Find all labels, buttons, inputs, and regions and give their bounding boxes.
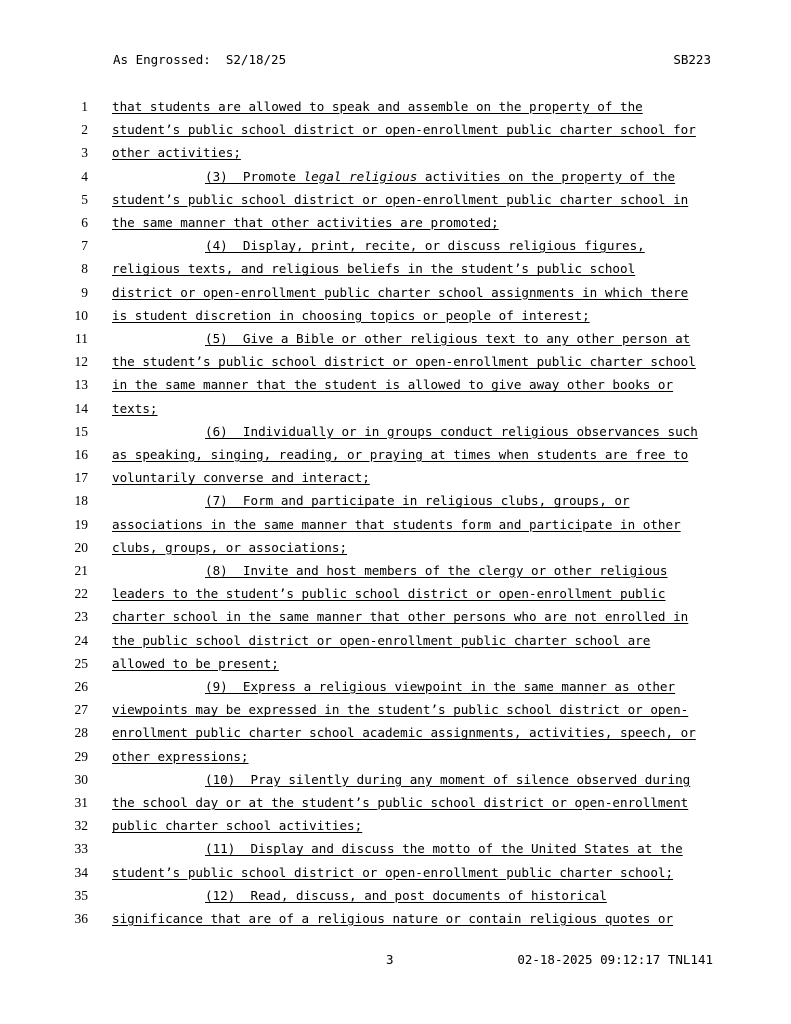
- line-number: 34: [74, 864, 88, 880]
- line-text: charter school in the same manner that other persons who are not enrolled in: [112, 609, 689, 625]
- text-line: [0, 351, 791, 374]
- line-text: (8) Invite and host members of the clergy or other religious: [205, 563, 668, 578]
- text-line: [0, 653, 791, 676]
- line-text: that students are allowed to speak and assemble on the property of the: [112, 99, 643, 114]
- line-text: viewpoints may be expressed in the student’s public school district or open-: [112, 702, 689, 718]
- text-line: [0, 885, 791, 908]
- line-number: 32: [74, 818, 88, 834]
- line-text: [205, 169, 675, 184]
- line-number: 16: [74, 447, 88, 462]
- engrossed-header: As Engrossed: S2/18/25: [113, 52, 287, 67]
- line-text: other expressions;: [112, 748, 249, 764]
- line-number: 7: [81, 238, 88, 254]
- text-line: [0, 142, 791, 165]
- line-text: student’s public school district or open-enrollment public charter school in: [112, 191, 689, 207]
- text-line: [0, 258, 791, 281]
- line-number: 17: [74, 470, 88, 486]
- line-number: 8: [81, 261, 88, 277]
- text-line: [0, 746, 791, 769]
- text-line: [0, 467, 791, 490]
- text-line: [0, 305, 791, 328]
- line-text: student’s public school district or open-enrollment public charter school for: [112, 122, 696, 138]
- line-number: 2: [81, 122, 88, 138]
- text-line: [0, 421, 791, 444]
- line-number: 9: [81, 284, 88, 300]
- line-number: 11: [75, 331, 88, 346]
- text-line: [0, 96, 791, 119]
- line-text: allowed to be present;: [112, 655, 279, 671]
- line-number: 24: [74, 632, 88, 648]
- line-number: 27: [74, 702, 88, 718]
- line-number: 26: [74, 679, 88, 694]
- line-number: 3: [81, 145, 88, 161]
- page-number: 3: [386, 952, 394, 967]
- line-text: in the same manner that the student is allowed to give away other books or: [112, 377, 674, 393]
- text-line: [0, 119, 791, 142]
- text-line: [0, 630, 791, 653]
- line-number: 29: [74, 748, 88, 764]
- line-number: 14: [74, 400, 88, 416]
- text-line: [0, 699, 791, 722]
- text-line: [0, 490, 791, 513]
- line-text: (10) Pray silently during any moment of silence observed during: [205, 771, 691, 787]
- line-text: enrollment public charter school academic assignments, activities, speech, or: [112, 725, 696, 741]
- text-line: [0, 815, 791, 838]
- line-text: the public school district or open-enrollment public charter school are: [112, 632, 651, 648]
- text-line: [0, 908, 791, 931]
- text-line: [0, 189, 791, 212]
- text-line: [0, 792, 791, 815]
- line-text: public charter school activities;: [112, 818, 363, 834]
- line-text: as speaking, singing, reading, or praying at times when students are free to: [112, 447, 689, 462]
- line-text: clubs, groups, or associations;: [112, 539, 348, 555]
- line-number: 31: [74, 795, 88, 810]
- text-line: [0, 676, 791, 699]
- text-line: [0, 838, 791, 861]
- line-number: 12: [74, 354, 88, 370]
- line-number: 19: [74, 516, 88, 532]
- bill-id: SB223: [673, 52, 711, 67]
- line-number: 20: [74, 539, 88, 555]
- text-line: [0, 606, 791, 629]
- text-line: [0, 537, 791, 560]
- line-number: 23: [74, 609, 88, 625]
- line-text: other activities;: [112, 145, 241, 161]
- line-text: (7) Form and participate in religious clubs, groups, or: [205, 493, 630, 509]
- line-text: student’s public school district or open-enrollment public charter school;: [112, 864, 674, 880]
- line-number: 4: [81, 168, 88, 184]
- text-line: [0, 722, 791, 745]
- line-number: 15: [74, 423, 88, 439]
- line-number: 35: [74, 887, 88, 903]
- line-number: 21: [74, 563, 88, 578]
- line-text: significance that are of a religious nature or contain religious quotes or: [112, 911, 674, 926]
- line-text-part: activities on the property of the: [417, 168, 676, 184]
- line-text: the school day or at the student’s public school district or open-enrollment: [112, 795, 689, 810]
- line-text-part: (3) Promote: [205, 168, 304, 184]
- line-text: voluntarily converse and interact;: [112, 470, 370, 486]
- line-number: 6: [81, 215, 88, 230]
- text-line: [0, 769, 791, 792]
- line-text: associations in the same manner that students form and participate in other: [112, 516, 681, 532]
- line-number: 28: [74, 725, 88, 741]
- line-number: 30: [74, 771, 88, 787]
- document-timestamp: 02-18-2025 09:12:17 TNL141: [517, 952, 713, 967]
- line-number: 36: [74, 911, 88, 926]
- line-number: 22: [74, 586, 88, 602]
- line-number: 10: [74, 307, 88, 323]
- text-line: [0, 514, 791, 537]
- text-line: [0, 583, 791, 606]
- text-line: [0, 212, 791, 235]
- inserted-italic-text: legal religious: [303, 168, 418, 184]
- line-text: the student’s public school district or open-enrollment public charter school: [112, 354, 696, 370]
- text-line: [0, 398, 791, 421]
- line-text: is student discretion in choosing topics or people of interest;: [112, 307, 590, 323]
- text-line: [0, 444, 791, 467]
- line-number: 5: [81, 191, 88, 207]
- line-text: (11) Display and discuss the motto of the United States at the: [205, 841, 683, 857]
- text-line: [0, 374, 791, 397]
- line-number: 13: [74, 377, 88, 393]
- line-text: (5) Give a Bible or other religious text to any other person at: [205, 331, 691, 346]
- line-text: (6) Individually or in groups conduct religious observances such: [205, 423, 698, 439]
- line-text: religious texts, and religious beliefs in the student’s public school: [112, 261, 636, 277]
- text-line: [0, 282, 791, 305]
- text-line: [0, 328, 791, 351]
- text-line: [0, 166, 791, 189]
- line-text: leaders to the student’s public school district or open-enrollment public: [112, 586, 666, 602]
- line-text: (12) Read, discuss, and post documents of historical: [205, 887, 607, 903]
- line-number: 18: [74, 493, 88, 509]
- text-line: [0, 235, 791, 258]
- line-text: texts;: [112, 400, 158, 416]
- line-number: 25: [74, 655, 88, 671]
- line-text: the same manner that other activities are promoted;: [112, 215, 499, 230]
- line-text: district or open-enrollment public charter school assignments in which there: [112, 284, 689, 300]
- line-number: 1: [81, 99, 88, 114]
- line-number: 33: [74, 841, 88, 857]
- text-line: [0, 862, 791, 885]
- line-text: (9) Express a religious viewpoint in the same manner as other: [205, 679, 676, 694]
- line-text: (4) Display, print, recite, or discuss religious figures,: [205, 238, 645, 254]
- text-line: [0, 560, 791, 583]
